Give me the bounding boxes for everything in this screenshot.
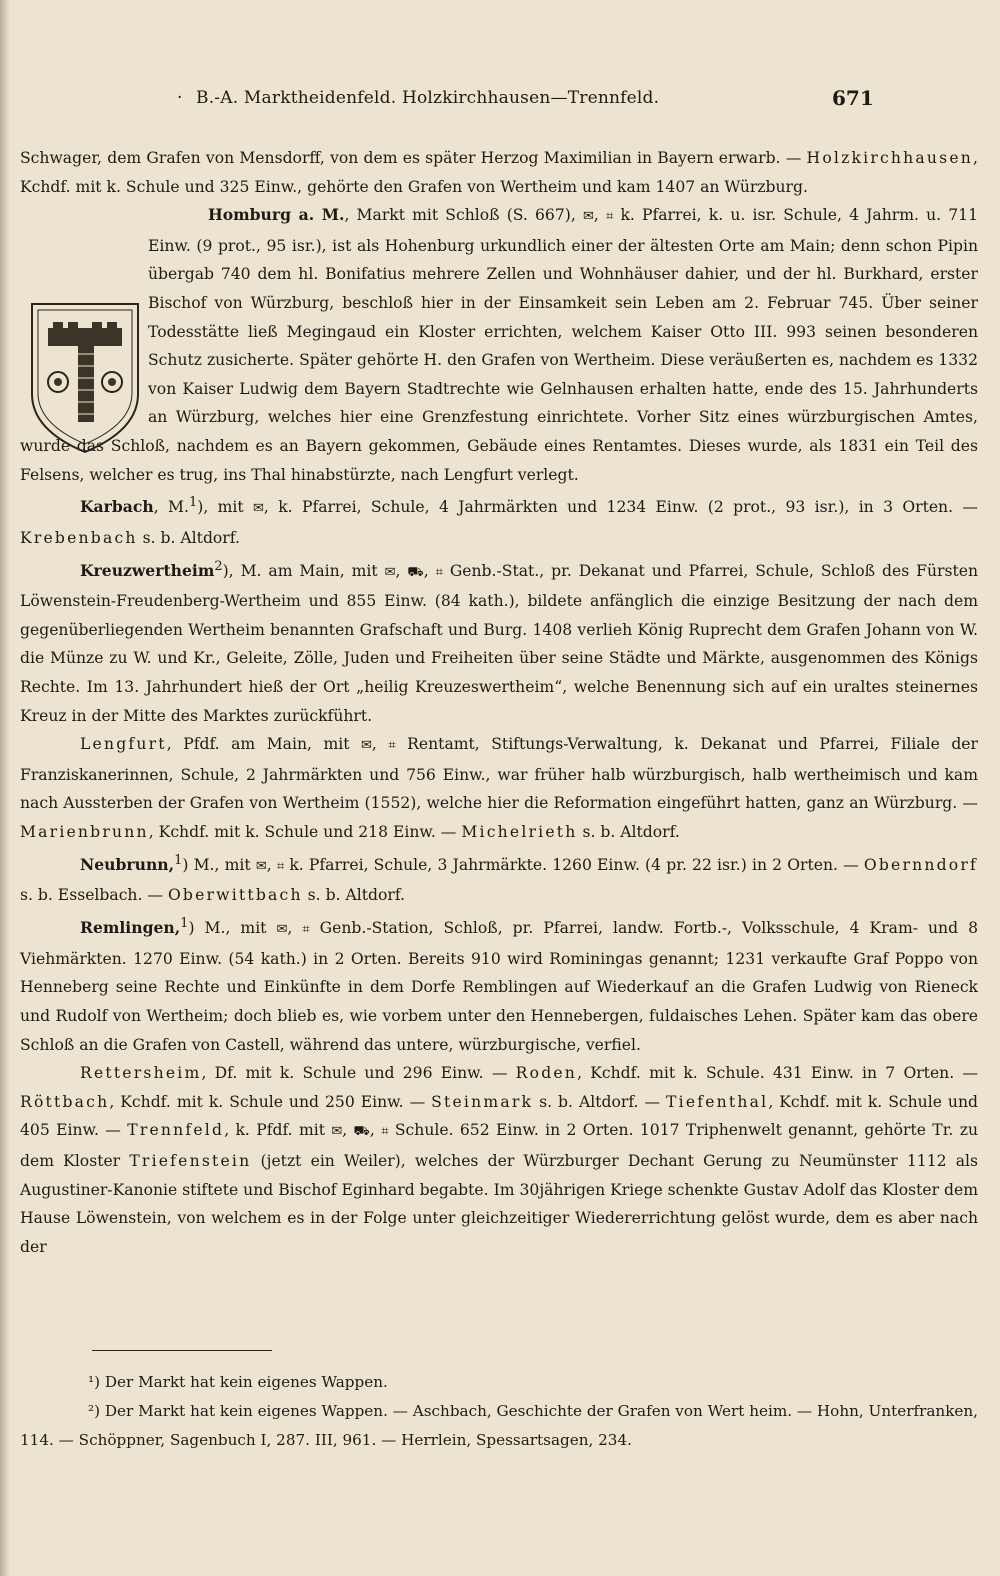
text-run: k. Pfarrei, Schule, 3 Jahrmärkte. 1260 Einw. (4 pr. 22 isr.) in 2 Orten. — [284,855,864,874]
text-run: , Kchdf. mit k. Schule und 405 Einw. — [20,1092,978,1140]
paragraph-rettersheim [20,1059,978,1261]
entry-heading: Neubrunn, [80,854,175,874]
footnote-marker: 2 [214,558,223,574]
text-run: k. Pfarrei, k. u. isr. Schule, 4 Jahrm. u. 711 Einw. (9 prot., 95 isr.), ist als Hohenburg urkundlich einer der ältesten Orte am Main; denn schon Pipin übergab 740 dem hl. Bonifatius mehrere Zellen und Wohnhäuser dahier, und der hl. Burkhard, erster Bischof von Würzburg, beschloß hier in der Einsamkeit sein Leben am 2. Februar 745. Über seiner Todesstätte ließ Megingaud ein Kloster errichten, welchem Kaiser Otto III. 993 seinen besonderen Schutz zusicherte. Später gehörte H. den Grafen von Wertheim. Diese veräußerten es, nachdem es 1332 von Kaiser Ludwig dem Bayern Stadtrechte wie Gelnhausen erhalten hatte, ende des 15. Jahrhunderts an Würzburg, welches hier eine Grenzfestung einrichtete. Vorher Sitz eines würzburgischen Amtes, wurde das Schloß, nachdem es an Bayern gekommen, Gebäude eines Rentamtes. Dieses wurde, als 1831 ein Teil des Felsens, welcher es trug, ins Thal hinabstürzte, nach Lengfurt verlegt. [20,206,978,484]
homburg-coat-of-arms-icon [26,298,144,458]
page-header [0,88,1000,118]
paragraph-kreuzwertheim [20,553,978,731]
paragraph-holzkirchhausen [20,144,978,201]
text-run: s. b. Altdorf. [577,823,680,842]
text-run: , [371,735,389,754]
entry-heading: Kreuzwertheim [80,560,215,580]
place-name: Roden [515,1064,578,1083]
page-number: 671 [832,86,874,110]
text-run: ) M., mit [182,855,256,874]
footnote-1: ¹) Der Markt hat kein eigenes Wappen. [88,1373,388,1391]
place-name: Marienbrunn [20,823,149,842]
place-name: Steinmark [431,1092,534,1111]
text-run: , Df. mit k. Schule und 296 Einw. — [201,1064,516,1083]
post-icon: ✉ [276,922,288,938]
place-name: Rettersheim [80,1064,202,1083]
place-name: Röttbach [20,1092,110,1111]
text-run: s. b. Altdorf. [302,886,405,905]
place-name: Triefenstein [129,1151,252,1170]
footnote-marker: 1 [188,495,198,511]
text-run: s. b. Altdorf. [137,528,240,547]
post-icon: ✉ [582,209,594,225]
running-title: B.-A. Marktheidenfeld. Holzkirchhausen—Trennfeld. [196,88,660,108]
paragraph-neubrunn [20,847,978,910]
text-run: , M. [153,498,189,517]
text-run: , Kchdf. mit k. Schule und 250 Einw. — [109,1092,432,1111]
text-run: , [395,561,408,580]
telegraph-icon: ⌗ [276,858,285,874]
text-run: ), mit [197,498,253,517]
entry-heading: Homburg a. M. [208,205,345,225]
post-icon: ✉ [331,1124,343,1140]
place-name: Lengfurt [80,735,167,754]
railway-icon: ⛟ [353,1124,370,1140]
text-run: s. b. Altdorf. — [533,1092,667,1111]
footnote-divider [92,1350,272,1351]
paragraph-lengfurt [20,730,978,846]
paragraph-remlingen [20,910,978,1059]
place-name: Michelrieth [461,823,578,842]
text-run: , Pfdf. am Main, mit [166,735,361,754]
post-icon: ✉ [360,738,372,754]
header-dot: · [177,88,183,108]
footnotes [20,1368,978,1455]
text-run: Genb.-Stat., pr. Dekanat und Pfarrei, Schule, Schloß des Fürsten Löwenstein-Freudenberg-Wertheim und 855 Einw. (84 kath.), bildete anfänglich die einzige Besitzung der nach dem gegenüberliegenden Wertheim benannten Grafschaft und Burg. 1408 verlieh König Ruprecht dem Grafen Johann von W. die Münze zu W. und Kr., Geleite, Zölle, Juden und Freiheiten über seine Städte und Märkte, ausgenommen des Königs Rechte. Im 13. Jahrhundert hieß der Ort „heilig Kreuzeswertheim“, welche Benennung sich auf ein uraltes steinernes Kreuz in der Mitte des Marktes zurückführt. [20,561,978,725]
text-run: Schule. 652 Einw. in 2 Orten. 1017 Triphenwelt genannt, gehörte Tr. zu dem Kloster [20,1121,978,1170]
place-name: Tiefenthal [666,1092,769,1111]
text-run: , Kchdf. mit k. Schule und 325 Einw., gehörte den Grafen von Wertheim und kam 1407 an Würzburg. [20,149,978,196]
telegraph-icon: ⌗ [605,209,614,225]
text-run: , Kchdf. mit k. Schule. 431 Einw. in 7 Orten. — [577,1064,979,1083]
text-run: , [342,1121,354,1140]
text-run: , [593,206,606,225]
post-icon: ✉ [255,858,267,874]
telegraph-icon: ⌗ [435,564,443,580]
text-run: , k. Pfarrei, Schule, 4 Jahrmärkten und 1234 Einw. (2 prot., 93 isr.), in 3 Orten. — [263,498,978,517]
text-run: Rentamt, Stiftungs-Verwaltung, k. Dekanat und Pfarrei, Filiale der Franziskanerinnen, Schule, 2 Jahrmärkten und 756 Einw., war früher halb würzburgisch, halb wertheimisch und kam nach Aussterben der Grafen von Wertheim (1552), welche hier die Reformation eingeführt hatten, ganz an Würzburg. — [20,735,978,813]
railway-icon: ⛟ [407,564,424,580]
page-body [20,144,978,1261]
telegraph-icon: ⌗ [302,922,310,938]
footnote-marker: 1 [180,916,189,931]
text-run: , k. Pfdf. mit [224,1121,332,1140]
entry-heading: Remlingen, [80,918,181,938]
place-name: Trennfeld [127,1121,225,1140]
text-run: , [369,1121,382,1140]
footnote-2: ²) Der Markt hat kein eigenes Wappen. — Aschbach, Geschichte der Grafen von Wert heim. — Hohn, Unterfranken, 114. — Schöppner, Sagenbuch I, 287. III, 961. — Herrlein, Spessartsagen, 234. [20,1402,978,1449]
telegraph-icon: ⌗ [381,1124,389,1140]
text-run: s. b. Esselbach. — [20,886,168,905]
text-run: Schwager, dem Grafen von Mensdorff, von dem es später Herzog Maximilian in Bayern erwarb. — [20,149,807,167]
text-run: , [287,919,303,938]
text-run: , [423,561,436,580]
text-run: , Kchdf. mit k. Schule und 218 Einw. — [148,823,462,842]
text-run: ) M., mit [188,919,277,938]
paragraph-homburg [20,201,978,489]
text-run: , Markt mit Schloß (S. 667), [344,206,583,225]
page-spine-shadow [0,0,10,1576]
place-name: Holzkirchhausen [806,149,974,167]
paragraph-karbach [20,489,978,552]
telegraph-icon: ⌗ [388,738,396,754]
text-run: Genb.-Station, Schloß, pr. Pfarrei, landw. Fortb.-, Volksschule, 4 Kram- und 8 Viehmärkten. 1270 Einw. (54 kath.) in 2 Orten. Bereits 910 wird Rominingas genannt; 1231 verkaufte Graf Poppo von Henneberg seine Rechte und Einkünfte in dem Dorfe Remblingen auf Wiederkauf an die Grafen Ludwig von Rieneck und Rudolf von Wertheim; doch blieb es, wie vorbem unter den Hennebergen, fuldaisches Lehen. Später kam das obere Schloß an die Grafen von Castell, während das untere, würzburgische, verfiel. [20,919,979,1054]
text-run: , [266,855,277,874]
post-icon: ✉ [384,564,396,580]
place-name: Oberwittbach [167,886,303,905]
post-icon: ✉ [253,501,264,517]
place-name: Obernndorf [863,855,978,874]
place-name: Krebenbach [20,528,138,547]
footnote-marker: 1 [174,852,183,868]
text-run: (jetzt ein Weiler), welches der Würzburger Dechant Gerung zu Neumünster 1112 als Augustiner-Kanonie stiftete und Bischof Eginhard begabte. Im 30jährigen Kriege schenkte Gustav Adolf das Kloster dem Hause Löwenstein, von welchem es in der Folge unter gleichzeitiger Wiedererrichtung gelöst wurde, dem es aber nach der [20,1151,978,1256]
text-run: ), M. am Main, mit [222,561,385,580]
entry-heading: Karbach [80,497,154,517]
